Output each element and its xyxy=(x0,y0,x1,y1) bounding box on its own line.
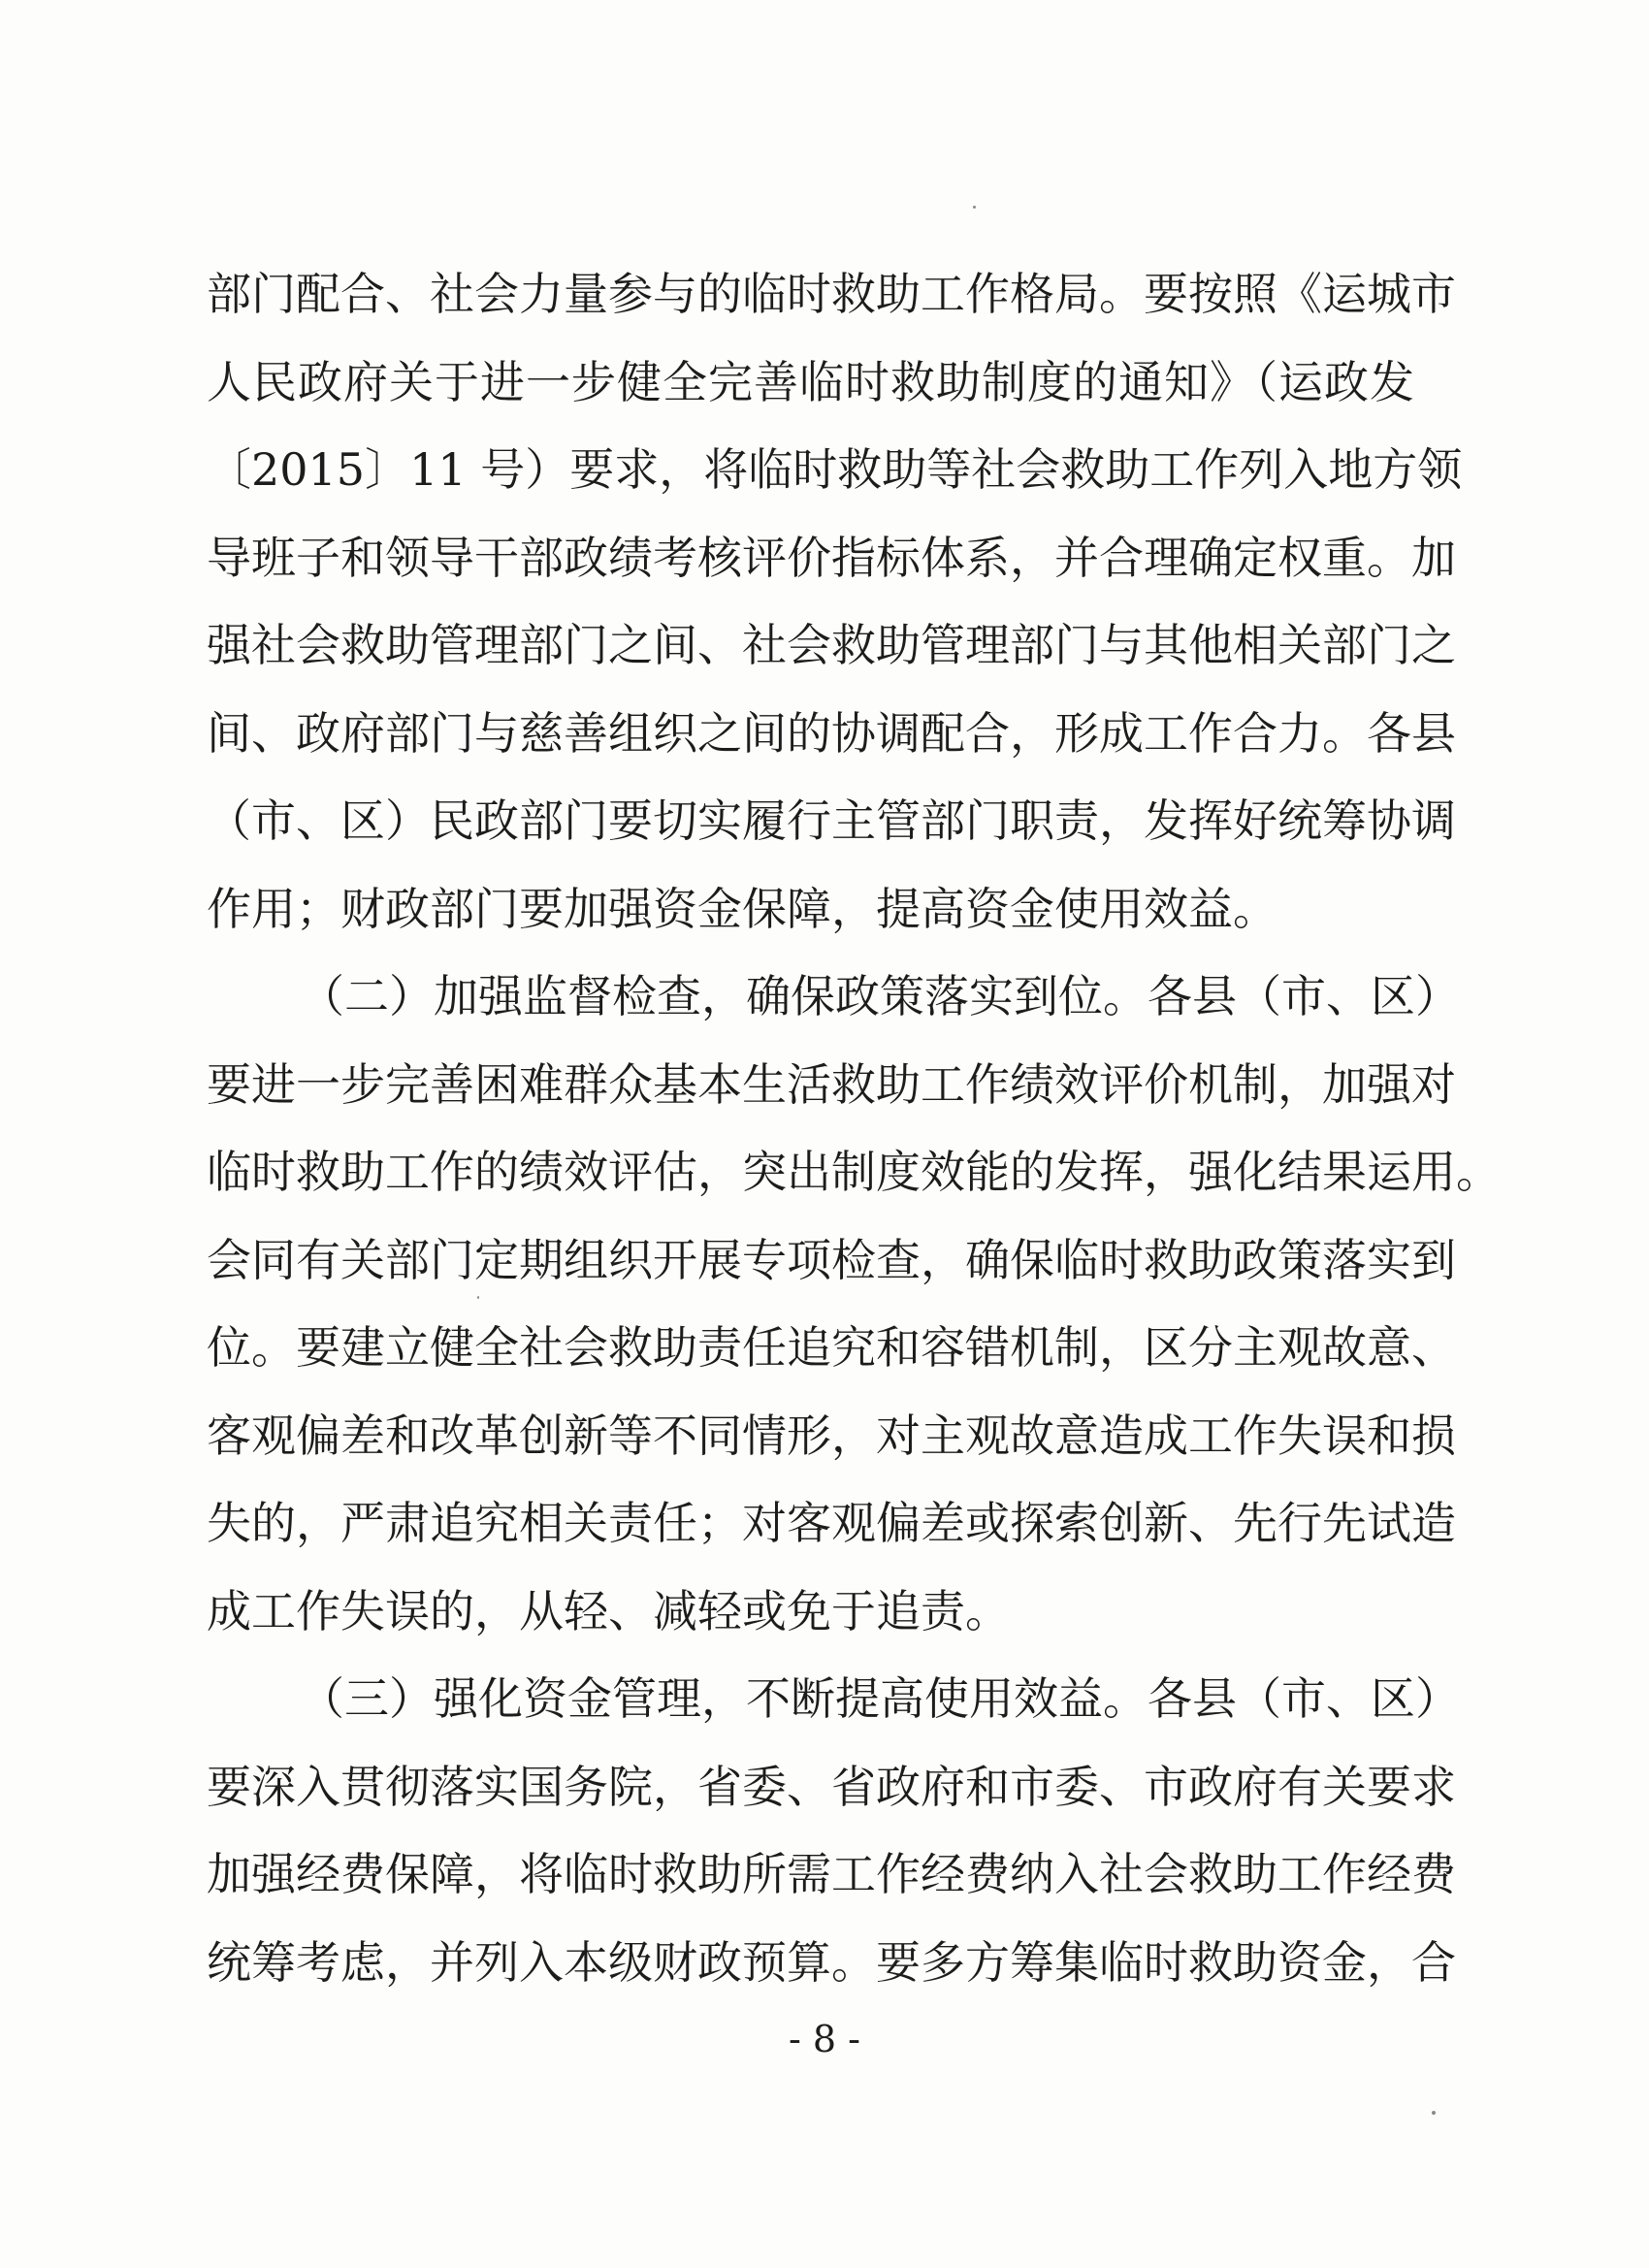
text-line: 失的，严肃追究相关责任；对客观偏差或探索创新、先行先试造 xyxy=(207,1497,1456,1549)
text-line: 统筹考虑，并列入本级财政预算。要多方筹集临时救助资金，合 xyxy=(207,1935,1456,1989)
text-line: 人民政府关于进一步健全完善临时救助制度的通知》（运政发 xyxy=(207,355,1414,408)
text-line: 导班子和领导干部政绩考核评价指标体系，并合理确定权重。加 xyxy=(207,531,1456,584)
text-line: 〔2015〕11 号）要求，将临时救助等社会救助工作列入地方领 xyxy=(207,443,1463,496)
text-line: 要深入贯彻落实国务院，省委、省政府和市委、市政府有关要求 xyxy=(207,1760,1456,1813)
scan-speck xyxy=(1432,2111,1436,2115)
section-heading-line: （三）强化资金管理，不断提高使用效益。各县（市、区） xyxy=(300,1672,1460,1725)
text-line: 强社会救助管理部门之间、社会救助管理部门与其他相关部门之 xyxy=(207,619,1456,671)
text-line: 要进一步完善困难群众基本生活救助工作绩效评价机制，加强对 xyxy=(207,1057,1456,1111)
text-line: 位。要建立健全社会救助责任追究和容错机制，区分主观故意、 xyxy=(207,1321,1456,1374)
text-line: 客观偏差和改革创新等不同情形，对主观故意造成工作失误和损 xyxy=(207,1409,1456,1462)
text-line: 部门配合、社会力量参与的临时救助工作格局。要按照《运城市 xyxy=(207,268,1456,320)
text-line: （市、区）民政部门要切实履行主管部门职责，发挥好统筹协调 xyxy=(207,794,1456,847)
text-line: 作用；财政部门要加强资金保障，提高资金使用效益。 xyxy=(207,882,1277,935)
section-heading-line: （二）加强监督检查，确保政策落实到位。各县（市、区） xyxy=(300,970,1460,1022)
text-line: 成工作失误的，从轻、减轻或免于追责。 xyxy=(207,1584,1010,1637)
page-number: - 8 - xyxy=(788,2018,860,2060)
text-line: 临时救助工作的绩效评估，突出制度效能的发挥，强化结果运用。 xyxy=(207,1146,1501,1198)
scan-speck xyxy=(973,206,976,209)
text-line: 间、政府部门与慈善组织之间的协调配合，形成工作合力。各县 xyxy=(207,706,1456,760)
body-text xyxy=(207,250,1501,2006)
text-line: 会同有关部门定期组织开展专项检查，确保临时救助政策落实到 xyxy=(207,1233,1456,1286)
text-line: 加强经费保障，将临时救助所需工作经费纳入社会救助工作经费 xyxy=(207,1848,1456,1900)
